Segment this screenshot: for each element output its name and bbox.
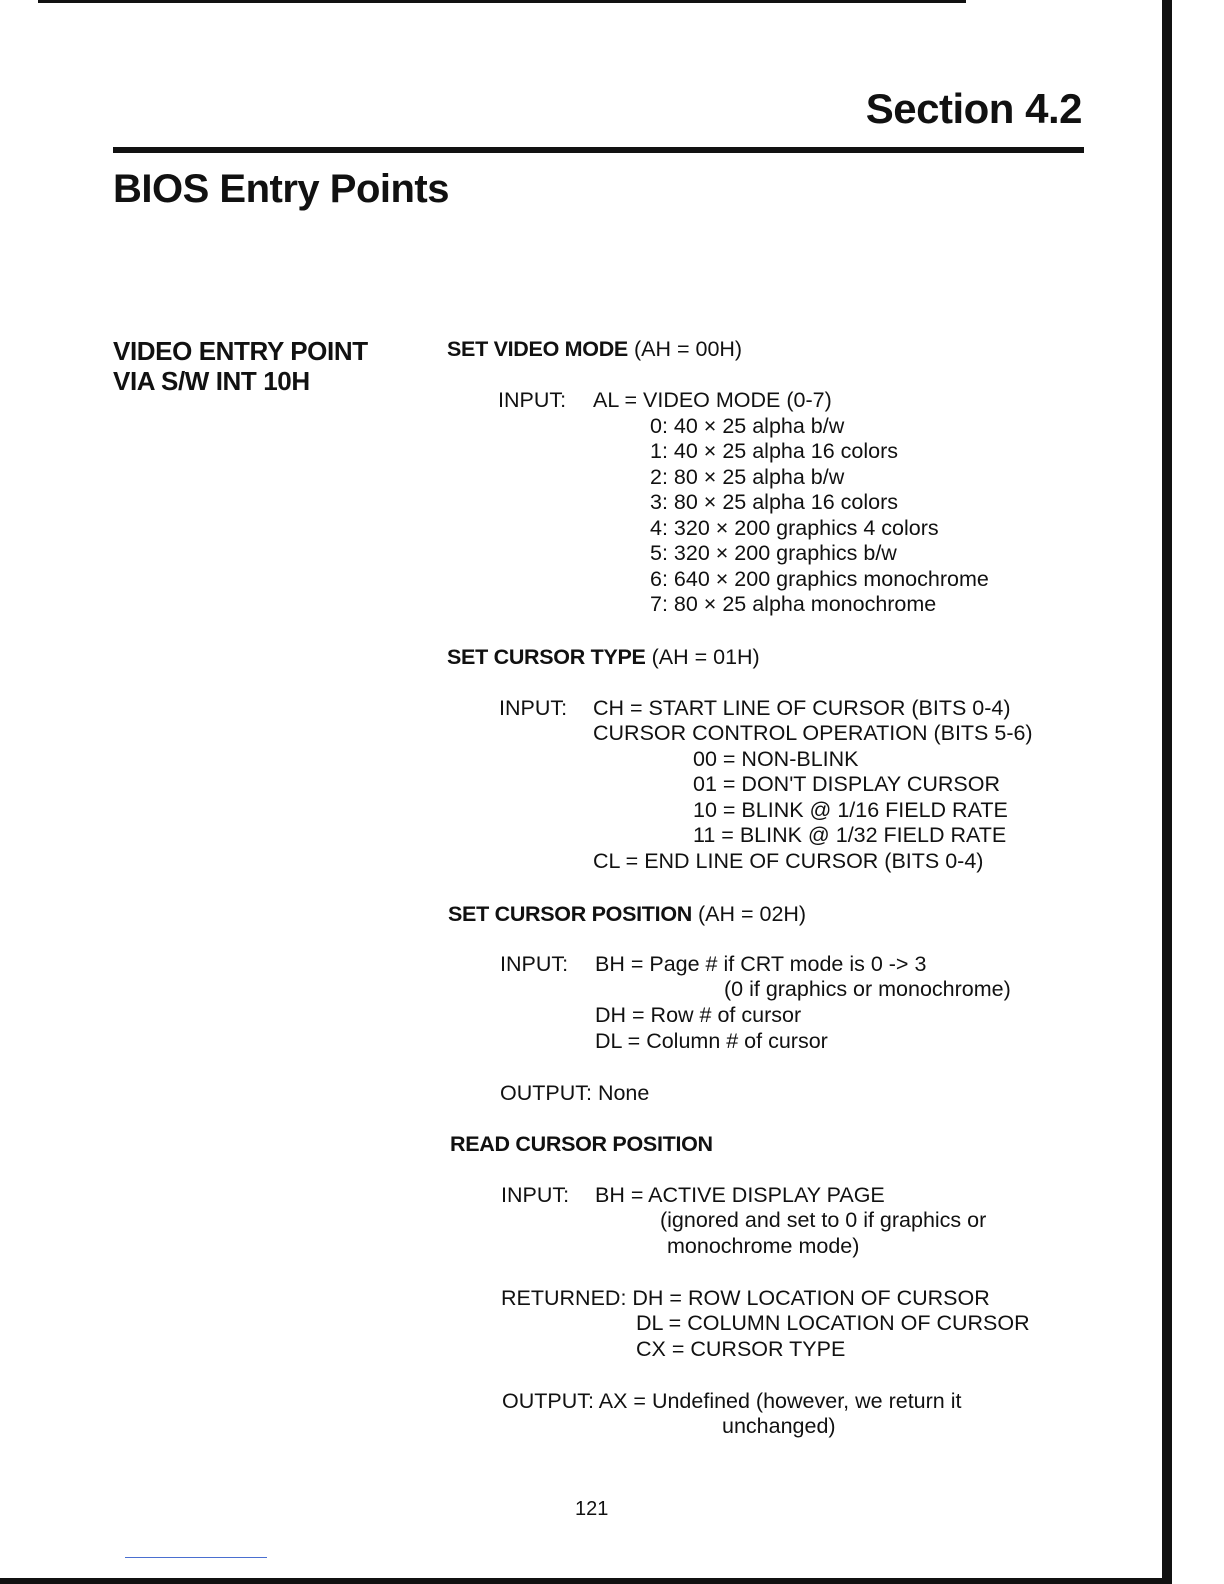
- set-cursor-position-output: OUTPUT: None: [500, 1081, 650, 1105]
- set-video-mode-heading: [447, 337, 742, 362]
- set-cursor-position-title: SET CURSOR POSITION: [448, 902, 692, 926]
- sidebar-heading-line-1: VIDEO ENTRY POINT: [113, 336, 368, 366]
- sidebar-heading: [113, 336, 368, 396]
- set-cursor-type-input-label: INPUT:: [499, 696, 568, 720]
- video-mode-6: 6: 640 × 200 graphics monochrome: [650, 567, 989, 591]
- video-mode-1: 1: 40 × 25 alpha 16 colors: [650, 439, 899, 463]
- set-cursor-position-dh: DH = Row # of cursor: [595, 1003, 802, 1027]
- video-mode-2: 2: 80 × 25 alpha b/w: [650, 465, 845, 489]
- right-border: [1162, 0, 1172, 1584]
- cursor-option-01: 01 = DON'T DISPLAY CURSOR: [693, 772, 1000, 796]
- read-cursor-position-output-ax-2: unchanged): [722, 1414, 836, 1438]
- read-cursor-position-returned-dh: RETURNED: DH = ROW LOCATION OF CURSOR: [501, 1286, 990, 1310]
- video-mode-7: 7: 80 × 25 alpha monochrome: [650, 592, 937, 616]
- set-cursor-type-heading: [447, 645, 760, 670]
- section-divider: [113, 147, 1084, 153]
- video-mode-5: 5: 320 × 200 graphics b/w: [650, 541, 897, 565]
- set-cursor-type-control: CURSOR CONTROL OPERATION (BITS 5-6): [593, 721, 1033, 745]
- set-cursor-type-code: (AH = 01H): [651, 645, 760, 669]
- read-cursor-position-bh: BH = ACTIVE DISPLAY PAGE: [595, 1183, 885, 1207]
- set-cursor-position-bh: BH = Page # if CRT mode is 0 -> 3: [595, 952, 927, 976]
- set-cursor-position-bh-note: (0 if graphics or monochrome): [724, 977, 1011, 1001]
- cursor-option-10: 10 = BLINK @ 1/16 FIELD RATE: [693, 798, 1008, 822]
- video-mode-0: 0: 40 × 25 alpha b/w: [650, 414, 845, 438]
- cursor-option-00: 00 = NON-BLINK: [693, 747, 859, 771]
- page-title: BIOS Entry Points: [113, 167, 449, 211]
- cursor-option-11: 11 = BLINK @ 1/32 FIELD RATE: [693, 823, 1007, 847]
- scan-mark: [125, 1557, 267, 1558]
- read-cursor-position-bh-note-1: (ignored and set to 0 if graphics or: [660, 1208, 987, 1232]
- video-mode-4: 4: 320 × 200 graphics 4 colors: [650, 516, 939, 540]
- read-cursor-position-heading: [450, 1132, 713, 1157]
- set-cursor-type-cl: CL = END LINE OF CURSOR (BITS 0-4): [593, 849, 984, 873]
- set-cursor-position-input-label: INPUT:: [500, 952, 569, 976]
- set-cursor-position-code: (AH = 02H): [697, 902, 807, 926]
- read-cursor-position-returned-dl: DL = COLUMN LOCATION OF CURSOR: [636, 1311, 1030, 1335]
- video-mode-3: 3: 80 × 25 alpha 16 colors: [650, 490, 899, 514]
- page-number: 121: [575, 1498, 609, 1520]
- read-cursor-position-bh-note-2: monochrome mode): [667, 1234, 860, 1258]
- read-cursor-position-output-ax: OUTPUT: AX = Undefined (however, we return it: [502, 1389, 962, 1413]
- top-rule: [38, 0, 966, 3]
- set-video-mode-title: SET VIDEO MODE: [447, 337, 628, 361]
- set-cursor-type-title: SET CURSOR TYPE: [447, 645, 646, 669]
- sidebar-heading-line-2: VIA S/W INT 10H: [113, 366, 310, 396]
- section-label: Section 4.2: [865, 85, 1082, 132]
- set-cursor-type-ch: CH = START LINE OF CURSOR (BITS 0-4): [593, 696, 1011, 720]
- read-cursor-position-title: READ CURSOR POSITION: [450, 1132, 713, 1156]
- set-cursor-position-heading: [448, 902, 806, 927]
- read-cursor-position-input-label: INPUT:: [501, 1183, 570, 1207]
- set-cursor-position-dl: DL = Column # of cursor: [595, 1029, 828, 1053]
- read-cursor-position-returned-cx: CX = CURSOR TYPE: [636, 1337, 846, 1361]
- bottom-border: [0, 1578, 1172, 1584]
- set-video-mode-input-label: INPUT:: [498, 388, 567, 412]
- set-video-mode-al: AL = VIDEO MODE (0-7): [593, 388, 832, 412]
- set-video-mode-code: (AH = 00H): [633, 337, 743, 361]
